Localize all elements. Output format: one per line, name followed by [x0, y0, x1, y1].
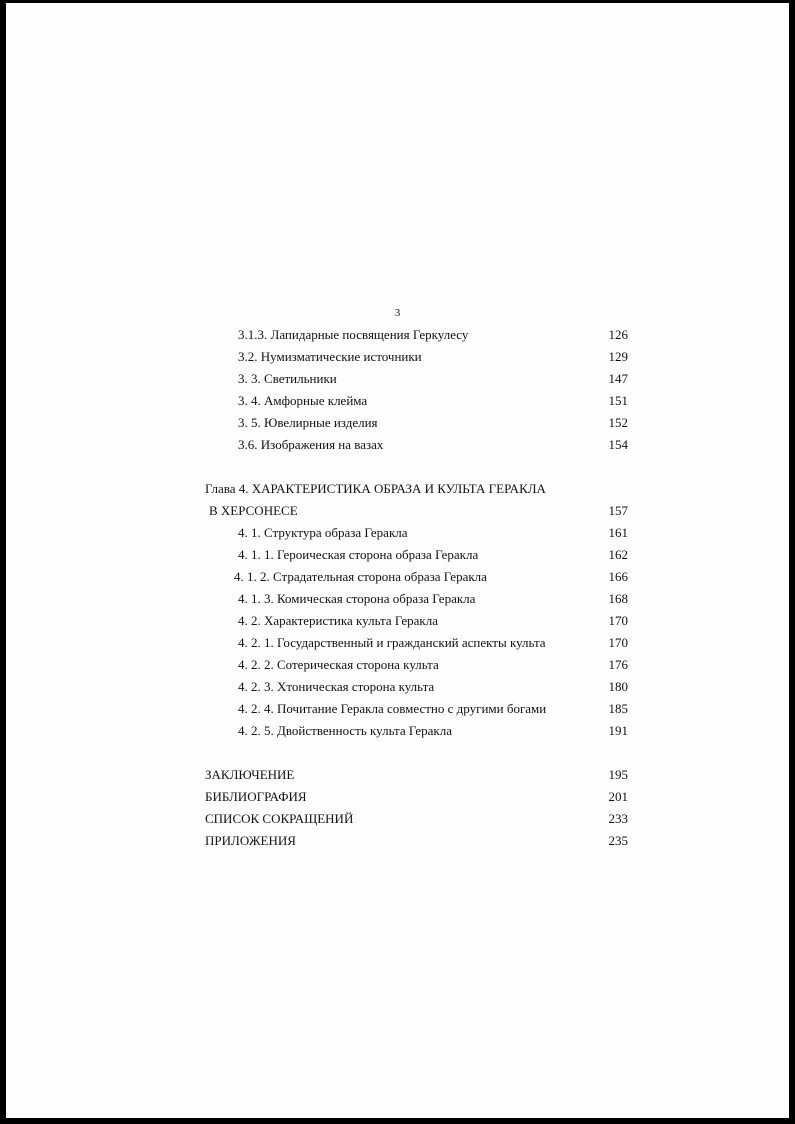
toc-entry-title: 4. 2. Характеристика культа Геракла	[238, 613, 439, 628]
toc-entry-title: 4. 2. 3. Хтоническая сторона культа	[238, 679, 435, 694]
toc-entry-title: 3.1.3. Лапидарные посвящения Геркулесу	[238, 327, 469, 342]
toc-entry-title: 4. 1. Структура образа Геракла	[238, 525, 408, 540]
toc-entry-title: 4. 1. 3. Комическая сторона образа Геракла	[238, 591, 476, 606]
toc-entry-page: 176	[608, 657, 628, 672]
toc-entry-page: 126	[608, 327, 628, 342]
toc-entry-title: 4. 1. 1. Героическая сторона образа Геракла	[238, 547, 479, 562]
toc-back-matter-title: БИБЛИОГРАФИЯ	[205, 789, 307, 804]
toc-back-matter-page: 201	[608, 789, 628, 804]
toc-back-matter-page: 233	[608, 811, 628, 826]
toc-entry-page: 170	[608, 635, 628, 650]
toc-entry-page: 191	[608, 723, 628, 738]
toc-entry-page: 154	[608, 437, 628, 452]
toc-entry-title: 3. 5. Ювелирные изделия	[238, 415, 378, 430]
toc-entry-title: 3.6. Изображения на вазах	[238, 437, 384, 452]
toc-entry-page: 166	[608, 569, 628, 584]
toc-entry-page: 129	[608, 349, 628, 364]
toc-entry-title: 4. 1. 2. Страдательная сторона образа Геракла	[234, 569, 487, 584]
toc-back-matter-page: 235	[608, 833, 628, 848]
toc-back-matter-title: СПИСОК СОКРАЩЕНИЙ	[205, 811, 354, 826]
toc-entry-page: 180	[608, 679, 628, 694]
toc-entry-page: 162	[608, 547, 628, 562]
toc-entry-title: 3. 3. Светильники	[238, 371, 337, 386]
toc-entry-page: 151	[608, 393, 628, 408]
toc-back-matter-title: ПРИЛОЖЕНИЯ	[205, 833, 296, 848]
toc-entry-page: 152	[608, 415, 628, 430]
toc-entry-title: 4. 2. 5. Двойственность культа Геракла	[238, 723, 453, 738]
toc-entry-page: 168	[608, 591, 628, 606]
page-number: 3	[394, 307, 401, 319]
chapter-heading-continuation: В ХЕРСОНЕСЕ	[209, 503, 298, 518]
toc-entry-page: 147	[608, 371, 628, 386]
chapter-heading-page: 157	[608, 503, 628, 518]
toc-entry-title: 4. 2. 4. Почитание Геракла совместно с другими богами	[238, 701, 547, 716]
toc-entry-page: 170	[608, 613, 628, 628]
toc-entry-title: 3. 4. Амфорные клейма	[238, 393, 368, 408]
toc-entry-title: 4. 2. 2. Сотерическая сторона культа	[238, 657, 439, 672]
toc-back-matter-title: ЗАКЛЮЧЕНИЕ	[205, 767, 295, 782]
toc-entry-page: 185	[608, 701, 628, 716]
toc-entry-title: 4. 2. 1. Государственный и гражданский аспекты культа	[238, 635, 546, 650]
toc-entry-title: 3.2. Нумизматические источники	[238, 349, 422, 364]
chapter-heading: Глава 4. ХАРАКТЕРИСТИКА ОБРАЗА И КУЛЬТА ГЕРАКЛА	[205, 481, 546, 496]
toc-back-matter-page: 195	[608, 767, 628, 782]
toc-entry-page: 161	[608, 525, 628, 540]
